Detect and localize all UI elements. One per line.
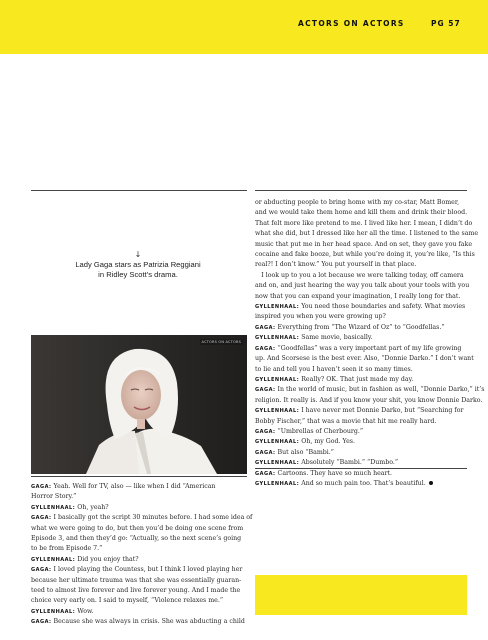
speaker-label: GYLLENHAAL:: [255, 376, 300, 383]
line-text: “Umbrellas of Cherbourg.”: [277, 427, 364, 435]
left-text-column: [31, 482, 253, 628]
text-line: [31, 492, 253, 502]
text-line: [31, 534, 253, 544]
end-mark-icon: [429, 481, 433, 485]
text-line: [31, 617, 253, 627]
line-text: to lie and tell you I haven’t seen it so many times.: [255, 365, 413, 373]
right-text-column: [255, 198, 485, 489]
text-line: [31, 544, 253, 554]
portrait-illustration: [31, 335, 247, 474]
text-line: [31, 555, 253, 565]
text-line: [255, 375, 467, 385]
text-line: [255, 344, 467, 354]
caption-line: in Ridley Scott’s drama.: [98, 270, 178, 279]
line-text: what she did, but I dressed like her all the time. I listened to the same: [255, 230, 479, 238]
text-line: [255, 458, 467, 468]
speaker-label: GAGA:: [31, 515, 52, 522]
speaker-label: GYLLENHAAL:: [255, 460, 300, 467]
speaker-label: GAGA:: [31, 619, 52, 626]
line-text: because her ultimate trauma was that she was essentially guaran-: [31, 576, 242, 584]
text-line: [255, 240, 473, 250]
line-text: now that you can expand your imagination, I really long for that.: [255, 292, 461, 300]
line-text: Horror Story.”: [31, 493, 77, 501]
speaker-label: GAGA:: [31, 567, 52, 574]
line-text: choice very early on. I said to myself, “Violence relaxes me.”: [31, 597, 224, 605]
speaker-label: GAGA:: [255, 345, 276, 352]
text-line: [255, 437, 467, 447]
line-text: Absolutely “Bambi.” “Dumbo.”: [301, 459, 399, 467]
speaker-label: GYLLENHAAL:: [31, 608, 76, 615]
photo-watermark: ACTORS ON ACTORS: [201, 340, 241, 344]
header-bar: [0, 0, 488, 54]
line-text: Bobby Fischer,” that was a movie that hit me really hard.: [255, 417, 437, 425]
text-line: [255, 333, 467, 343]
line-text: Oh, yeah?: [77, 503, 109, 511]
text-line: [255, 479, 467, 489]
speaker-label: GYLLENHAAL:: [255, 480, 300, 487]
text-line: [255, 417, 467, 427]
line-text: But also “Bambi.”: [277, 448, 334, 456]
speaker-label: GAGA:: [255, 428, 276, 435]
line-text: Episode 3, and then they’d go: “Actually, so the next scene’s going: [31, 535, 242, 543]
line-text: Did you enjoy that?: [77, 555, 139, 563]
speaker-label: GAGA:: [255, 324, 276, 331]
arrow-down-icon: ↓: [134, 250, 142, 259]
text-line: [255, 281, 470, 291]
text-line: [31, 503, 253, 513]
line-text: and on, and just hearing the way you talk about your tools with you: [255, 282, 470, 290]
text-line: [255, 208, 467, 218]
line-text: Really? OK. That just made my day.: [301, 375, 414, 383]
portrait-photo: [31, 335, 247, 474]
line-text: up. And Scorsese is the best ever. Also, “Donnie Darko.” I don’t want: [255, 355, 474, 363]
text-line: [255, 354, 474, 364]
text-line: [255, 260, 467, 270]
text-line: [255, 198, 467, 208]
text-line: [31, 586, 253, 596]
line-text: real?! I don’t know.” You put yourself in that place.: [255, 261, 417, 269]
right-column-rule: [255, 190, 467, 191]
line-text: what we were going to do, but then you’d be doing one scene from: [31, 524, 244, 532]
text-line: [31, 513, 253, 523]
speaker-label: GAGA:: [31, 484, 52, 490]
text-line: [255, 385, 485, 395]
caption-line: Lady Gaga stars as Patrizia Reggiani: [75, 260, 201, 269]
line-text: I loved playing the Countess, but I think I loved playing her: [53, 566, 243, 574]
text-line: [255, 229, 479, 239]
line-text: That felt more like pretend to me. I lived like her. I mean, I didn’t do: [255, 219, 473, 227]
line-text: Yeah. Well for TV, also — like when I did “American: [53, 483, 216, 490]
text-line: [31, 565, 253, 575]
text-line: [255, 396, 483, 406]
line-text: I look up to you a lot because we were talking today, off camera: [255, 271, 464, 279]
speaker-label: GYLLENHAAL:: [31, 504, 76, 511]
line-text: cocaine and fake booze, but while you’re doing it, you’re like, “Is this: [255, 251, 475, 259]
line-text: Cartoons. They have so much heart.: [277, 469, 393, 477]
text-line: [255, 448, 467, 458]
line-text: Everything from “The Wizard of Oz” to “Goodfellas.”: [277, 323, 445, 331]
line-text: Oh, my God. Yes.: [301, 438, 355, 446]
line-text: or abducting people to bring home with my co-star, Matt Bomer,: [255, 199, 460, 206]
line-text: inspired you when you were growing up?: [255, 313, 386, 321]
text-line: [255, 312, 467, 322]
text-line: [31, 607, 253, 617]
line-text: Same movie, basically.: [301, 334, 373, 342]
text-line: [31, 596, 253, 606]
line-text: I basically got the script 30 minutes before. I had some idea of: [53, 514, 253, 522]
speaker-label: GYLLENHAAL:: [255, 439, 300, 446]
text-line: [255, 219, 473, 229]
line-text: You need those boundaries and safety. What movies: [301, 303, 466, 311]
text-line: [31, 576, 253, 586]
text-line: [255, 302, 467, 312]
left-bottom-rule: [31, 476, 247, 477]
line-text: I have never met Donnie Darko, but “Searching for: [301, 407, 464, 415]
speaker-label: GYLLENHAAL:: [255, 304, 300, 311]
speaker-label: GYLLENHAAL:: [255, 408, 300, 415]
line-text: And so much pain too. That’s beautiful.: [301, 479, 426, 487]
page-number: PG 57: [431, 19, 461, 28]
line-text: teed to almost live forever and live forever young. And I made the: [31, 587, 241, 595]
text-line: [255, 271, 467, 281]
text-line: [255, 292, 467, 302]
section-title: ACTORS ON ACTORS: [298, 19, 405, 28]
text-line: [31, 482, 253, 492]
speaker-label: GYLLENHAAL:: [255, 335, 300, 342]
photo-caption: [44, 260, 232, 280]
speaker-label: GAGA:: [255, 449, 276, 456]
line-text: Because she was always in crisis. She was abducting a child: [53, 618, 245, 626]
speaker-label: GAGA:: [255, 470, 276, 477]
text-line: [255, 365, 467, 375]
yellow-accent-box: [255, 575, 467, 615]
line-text: music that put me in her head space. And on set, they gave you fake: [255, 240, 473, 248]
line-text: and we would take them home and kill them and drink their blood.: [255, 209, 468, 217]
line-text: to be from Episode 7.”: [31, 545, 103, 553]
line-text: religion. It really is. And if you know your shit, you know Donnie Darko.: [255, 396, 483, 404]
line-text: “Goodfellas” was a very important part of my life growing: [277, 344, 462, 352]
left-column-rule: [31, 190, 247, 191]
speaker-label: GAGA:: [255, 387, 276, 394]
text-line: [255, 469, 467, 479]
text-line: [255, 323, 467, 333]
text-line: [255, 250, 475, 260]
text-line: [31, 524, 253, 534]
line-text: Wow.: [77, 607, 94, 615]
text-line: [255, 427, 467, 437]
speaker-label: GYLLENHAAL:: [31, 556, 76, 563]
line-text: In the world of music, but in fashion as well, “Donnie Darko,” it’s: [277, 386, 485, 394]
text-line: [255, 406, 467, 416]
